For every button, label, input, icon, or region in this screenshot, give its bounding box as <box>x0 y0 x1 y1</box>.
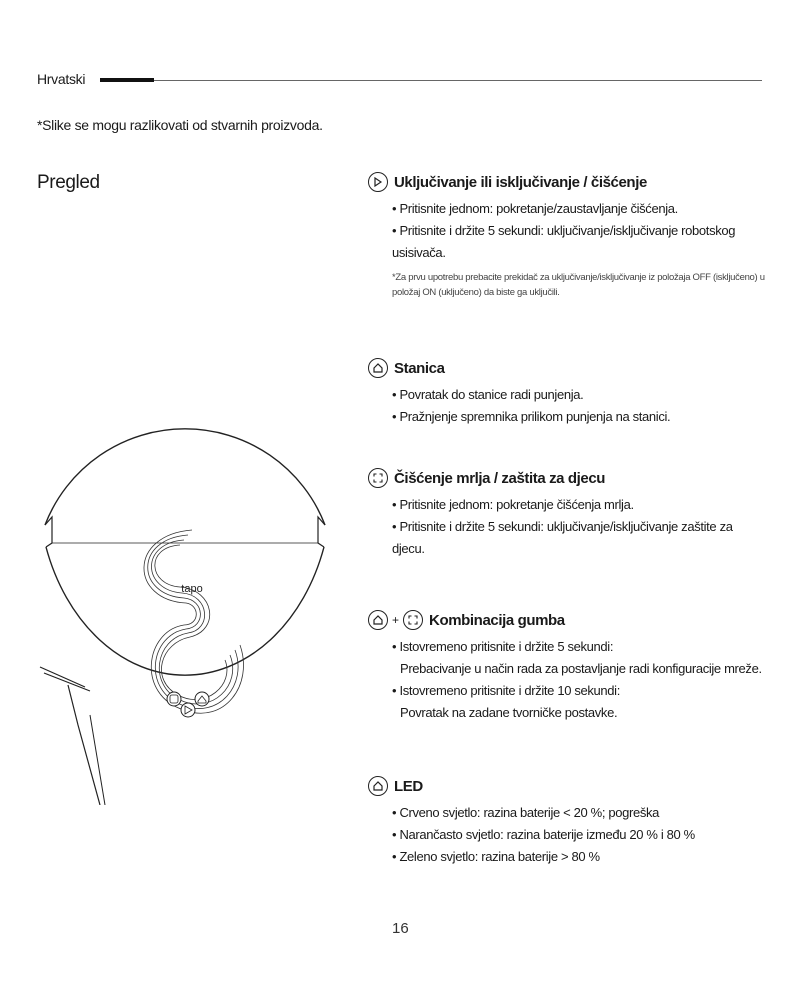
section-title: Uključivanje ili isključivanje / čišćenje <box>394 173 647 191</box>
list-item-main: • Istovremeno pritisnite i držite 5 sekundi: <box>392 639 614 654</box>
list-item-sub: Prebacivanje u način rada za postavljanje radi konfiguracije mreže. <box>400 661 762 676</box>
list-item: • Zeleno svjetlo: razina baterije > 80 % <box>392 849 600 864</box>
spot-clean-icon <box>403 610 423 630</box>
list-item-main: • Istovremeno pritisnite i držite 10 sekundi: <box>392 683 620 698</box>
robot-vacuum-illustration <box>30 285 340 805</box>
list-item: • Pražnjenje spremnika prilikom punjenja na stanici. <box>392 409 671 424</box>
footnote: *Za prvu upotrebu prebacite prekidač za uključivanje/isključivanje iz položaja OFF (isključeno) u položaj ON (uključeno) da biste ga uključili. <box>392 272 765 298</box>
list-item: • Povratak do stanice radi punjenja. <box>392 387 584 402</box>
section-title: LED <box>394 777 423 795</box>
home-icon <box>368 358 388 378</box>
list-item: • Pritisnite jednom: pokretanje/zaustavljanje čišćenja. <box>392 201 678 216</box>
section-power-clean <box>368 170 768 300</box>
header-rule-accent <box>100 78 154 82</box>
section-title: Čišćenje mrlja / zaštita za djecu <box>394 469 606 487</box>
section-led <box>368 774 768 868</box>
list-item: • Narančasto svjetlo: razina baterije između 20 % i 80 % <box>392 827 695 842</box>
section-button-combination <box>368 608 768 724</box>
list-item: • Crveno svjetlo: razina baterije < 20 %; pogreška <box>392 805 660 820</box>
page-number: 16 <box>392 920 409 937</box>
list-item-sub: Povratak na zadane tvorničke postavke. <box>400 705 618 720</box>
play-icon <box>368 172 388 192</box>
home-icon <box>368 610 388 630</box>
plus-sign: + <box>392 613 400 627</box>
list-item: • Pritisnite i držite 5 sekundi: uključivanje/isključivanje robotskog usisivača. <box>392 223 736 260</box>
home-icon <box>368 776 388 796</box>
section-station <box>368 356 768 428</box>
section-title: Kombinacija gumba <box>429 611 565 629</box>
spot-clean-icon <box>368 468 388 488</box>
page-title: Pregled <box>37 172 100 193</box>
language-label: Hrvatski <box>37 71 86 87</box>
section-spot-clean <box>368 466 768 560</box>
list-item <box>392 680 768 724</box>
header-rule <box>100 80 762 81</box>
list-item <box>392 636 768 680</box>
list-item: • Pritisnite i držite 5 sekundi: uključivanje/isključivanje zaštite za djecu. <box>392 519 733 556</box>
tapo-logo: tapo <box>181 583 203 595</box>
list-item: • Pritisnite jednom: pokretanje čišćenja mrlja. <box>392 497 634 512</box>
disclaimer: *Slike se mogu razlikovati od stvarnih proizvoda. <box>37 117 323 133</box>
section-title: Stanica <box>394 359 445 377</box>
